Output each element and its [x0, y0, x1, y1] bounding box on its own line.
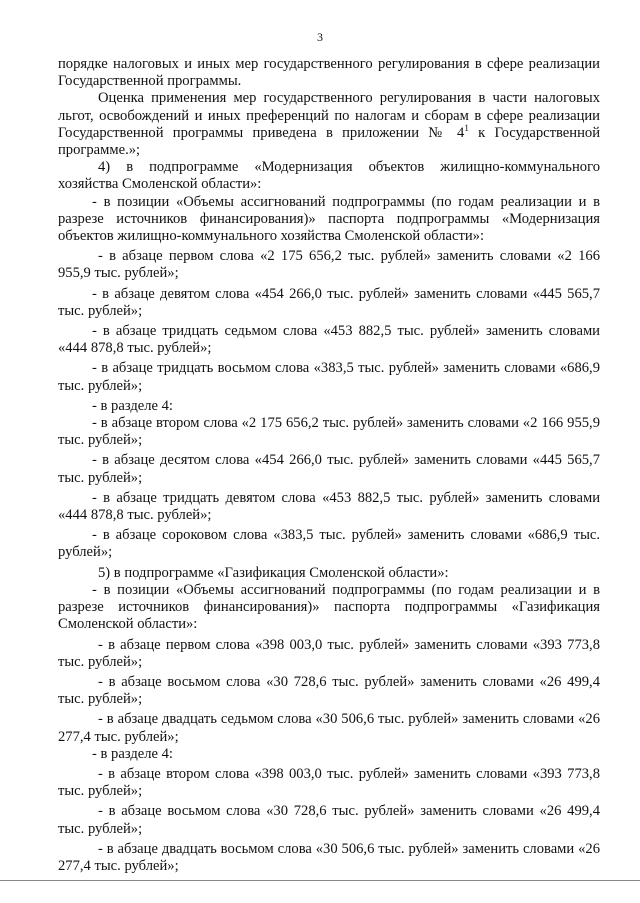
- paragraph: - в разделе 4:: [92, 745, 173, 762]
- paragraph: - в разделе 4:: [92, 397, 173, 414]
- paragraph: - в абзаце девятом слова «454 266,0 тыс. рублей» заменить словами «445 565,7 тыс. рублей»;: [58, 285, 600, 319]
- paragraph: - в абзаце втором слова «2 175 656,2 тыс. рублей» заменить словами «2 166 955,9 тыс. рублей»;: [58, 415, 600, 449]
- document-body: [58, 56, 600, 875]
- paragraph: [58, 90, 600, 159]
- paragraph: - в абзаце сороковом слова «383,5 тыс. рублей» заменить словами «686,9 тыс. рублей»;: [58, 527, 600, 561]
- paragraph: - в абзаце первом слова «398 003,0 тыс. рублей» заменить словами «393 773,8 тыс. рублей»;: [58, 636, 600, 670]
- paragraph: 5) в подпрограмме «Газификация Смоленской области»:: [98, 564, 449, 581]
- paragraph: порядке налоговых и иных мер государственного регулирования в сфере реализации Государственной программы.: [58, 56, 600, 90]
- paragraph: - в абзаце первом слова «2 175 656,2 тыс. рублей» заменить словами «2 166 955,9 тыс. рублей»;: [58, 248, 600, 282]
- paragraph: - в позиции «Объемы ассигнований подпрограммы (по годам реализации и в разрезе источников финансирования)» паспорта подпрограммы «Модернизация объектов жилищно-коммунального хозяйства Смоленской области»:: [58, 193, 600, 245]
- paragraph: - в позиции «Объемы ассигнований подпрограммы (по годам реализации и в разрезе источников финансирования)» паспорта подпрограммы «Газификация Смоленской области»:: [58, 581, 600, 633]
- paragraph: - в абзаце восьмом слова «30 728,6 тыс. рублей» заменить словами «26 499,4 тыс. рублей»;: [58, 803, 600, 837]
- paragraph: 4) в подпрограмме «Модернизация объектов жилищно-коммунального хозяйства Смоленской области»:: [58, 159, 600, 193]
- paragraph: - в абзаце восьмом слова «30 728,6 тыс. рублей» заменить словами «26 499,4 тыс. рублей»;: [58, 673, 600, 708]
- superscript: 1: [464, 122, 469, 133]
- paragraph-text: Оценка применения мер государственного регулирования в части налоговых льгот, освобождений и иных преференций по налогам и сборам в сфере реализации Государственной программы приведена в приложении № 4: [58, 90, 600, 141]
- bottom-divider: [0, 880, 640, 881]
- page-number: 3: [317, 30, 323, 44]
- paragraph: - в абзаце втором слова «398 003,0 тыс. рублей» заменить словами «393 773,8 тыс. рублей»;: [58, 765, 600, 800]
- paragraph: - в абзаце двадцать седьмом слова «30 506,6 тыс. рублей» заменить словами «26 277,4 тыс. рублей»;: [58, 711, 600, 745]
- paragraph-text: к Государственной программе.»;: [58, 124, 600, 159]
- paragraph: - в абзаце тридцать восьмом слова «383,5 тыс. рублей» заменить словами «686,9 тыс. рублей»;: [58, 360, 600, 394]
- paragraph: - в абзаце тридцать седьмом слова «453 882,5 тыс. рублей» заменить словами «444 878,8 тыс. рублей»;: [58, 323, 600, 357]
- paragraph: - в абзаце тридцать девятом слова «453 882,5 тыс. рублей» заменить словами «444 878,8 тыс. рублей»;: [58, 489, 600, 524]
- paragraph: - в абзаце двадцать восьмом слова «30 506,6 тыс. рублей» заменить словами «26 277,4 тыс. рублей»;: [58, 840, 600, 874]
- paragraph: - в абзаце десятом слова «454 266,0 тыс. рублей» заменить словами «445 565,7 тыс. рублей»;: [58, 452, 600, 486]
